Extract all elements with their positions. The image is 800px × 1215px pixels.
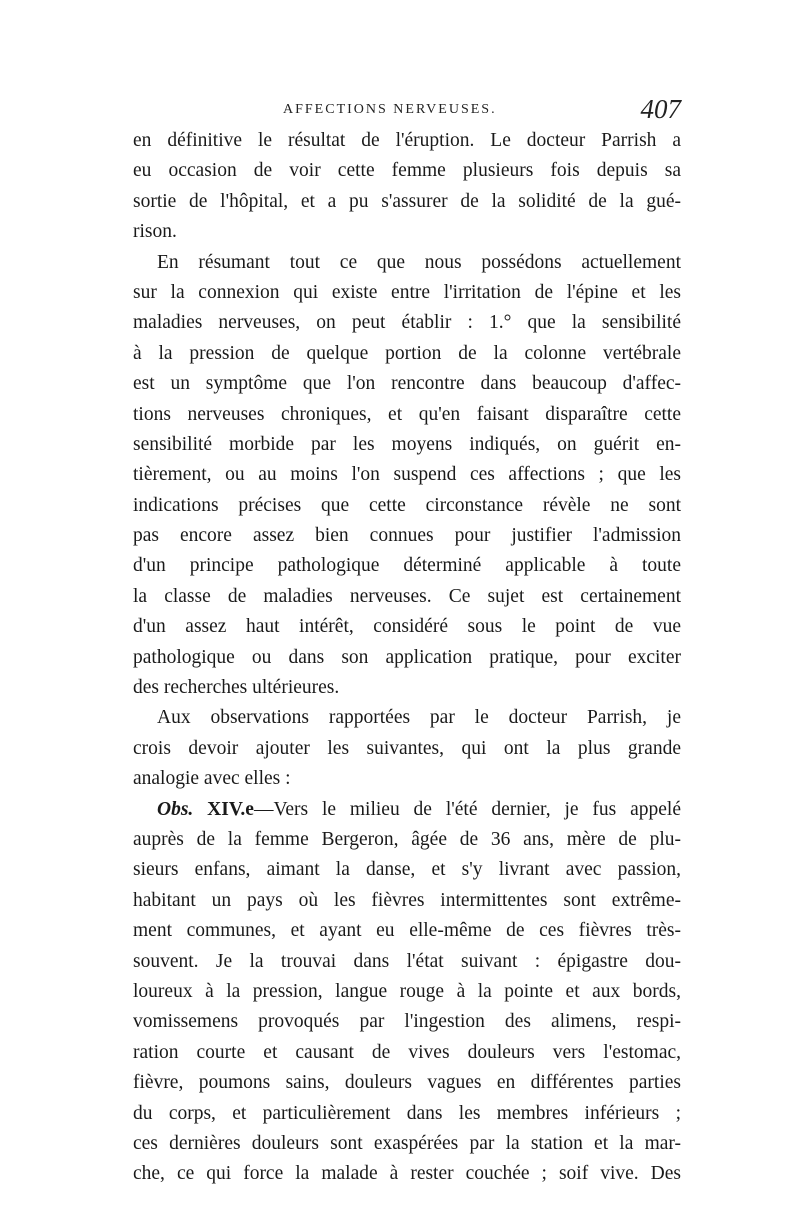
observation-first-line: —Vers le milieu de l'été dernier, je fus appelé (253, 798, 682, 820)
text-line: indications précises que cette circonstance révèle ne sont (133, 494, 681, 516)
observation-number: XIV.e (207, 798, 254, 820)
text-line: ment communes, et ayant eu elle-même de ces fièvres très- (133, 920, 681, 942)
page-number: 407 (640, 94, 681, 124)
text-line: du corps, et particulièrement dans les membres inférieurs ; (133, 1102, 681, 1124)
text-line: sieurs enfans, aimant la danse, et s'y livrant avec passion, (133, 859, 681, 881)
text-line: pas encore assez bien connues pour justifier l'admission (133, 525, 681, 547)
text-line: crois devoir ajouter les suivantes, qui ont la plus grande (133, 737, 681, 759)
text-line: sortie de l'hôpital, et a pu s'assurer de la solidité de la gué- (133, 190, 681, 212)
text-line: est un symptôme que l'on rencontre dans beaucoup d'affec- (133, 373, 681, 395)
text-line: des recherches ultérieures. (133, 677, 340, 699)
text-line: à la pression de quelque portion de la colonne vertébrale (133, 342, 681, 364)
text-line: en définitive le résultat de l'éruption. Le docteur Parrish a (133, 130, 681, 151)
text-line: sur la connexion qui existe entre l'irritation de l'épine et les (133, 281, 681, 303)
text-line: souvent. Je la trouvai dans l'état suivant : épigastre dou- (133, 950, 681, 972)
text-line: ration courte et causant de vives douleurs vers l'estomac, (133, 1041, 681, 1063)
text-line: vomissemens provoqués par l'ingestion des alimens, respi- (133, 1011, 681, 1033)
text-line: Aux observations rapportées par le docteur Parrish, je (157, 707, 681, 729)
text-line: habitant un pays où les fièvres intermittentes sont extrême- (133, 889, 681, 911)
text-line: auprès de la femme Bergeron, âgée de 36 ans, mère de plu- (133, 828, 681, 850)
text-line: tions nerveuses chroniques, et qu'en faisant disparaître cette (133, 403, 681, 425)
text-line: la classe de maladies nerveuses. Ce sujet est certainement (133, 585, 681, 607)
observation-label: Obs. (157, 798, 194, 820)
text-line: tièrement, ou au moins l'on suspend ces affections ; que les (133, 464, 681, 486)
text-line: eu occasion de voir cette femme plusieurs fois depuis sa (133, 160, 681, 182)
text-line: loureux à la pression, langue rouge à la pointe et aux bords, (133, 980, 681, 1002)
text-line: analogie avec elles : (133, 768, 291, 790)
text-line: ces dernières douleurs sont exaspérées par la station et la mar- (133, 1132, 681, 1154)
text-line: che, ce qui force la malade à rester couchée ; soif vive. Des (133, 1163, 681, 1185)
text-line: fièvre, poumons sains, douleurs vagues en différentes parties (133, 1072, 681, 1094)
body-text (133, 126, 681, 1190)
text-line: d'un assez haut intérêt, considéré sous le point de vue (133, 616, 681, 638)
running-head (133, 94, 681, 126)
text-line: pathologique ou dans son application pratique, pour exciter (133, 646, 681, 668)
text-line: rison. (133, 221, 177, 243)
running-title: AFFECTIONS NERVEUSES. (283, 102, 497, 117)
text-line: En résumant tout ce que nous possédons actuellement (157, 251, 681, 273)
text-line: sensibilité morbide par les moyens indiqués, on guérit en- (133, 433, 681, 455)
text-line: d'un principe pathologique déterminé applicable à toute (133, 555, 681, 577)
text-line: maladies nerveuses, on peut établir : 1.° que la sensibilité (133, 312, 681, 334)
observation-heading-line (133, 795, 681, 825)
